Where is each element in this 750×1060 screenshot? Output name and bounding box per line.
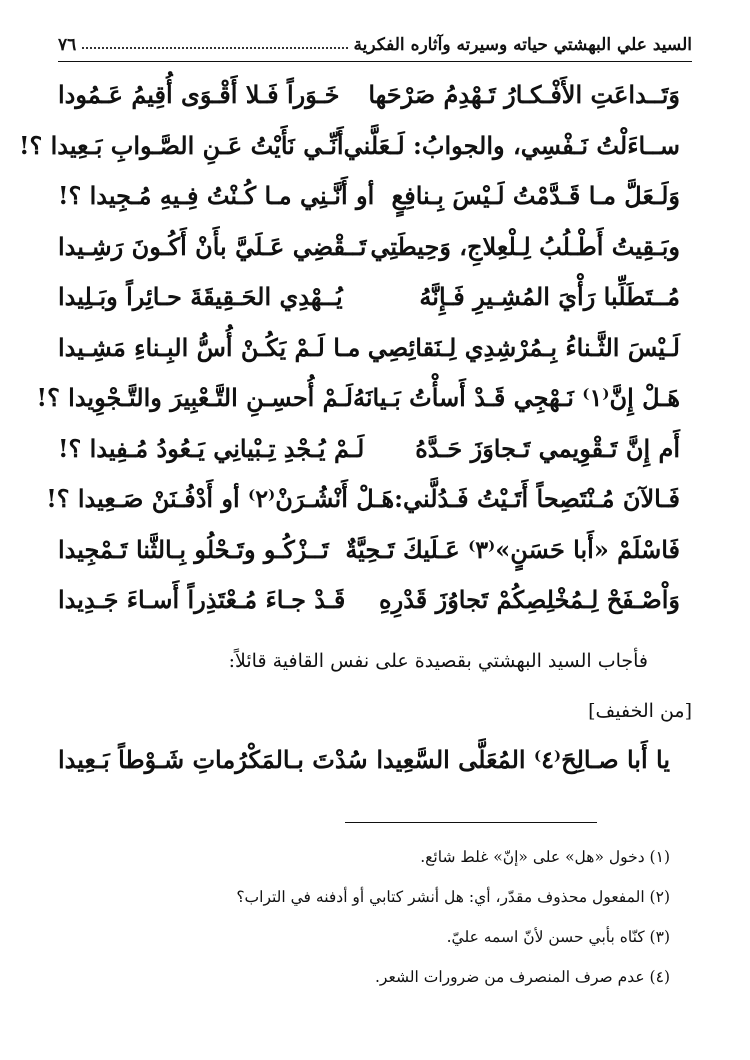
footnotes [58,845,670,1005]
footnote: (٤) عدم صرف المنصرف من ضرورات الشعر. [375,968,670,986]
running-head-title: السيد علي البهشتي حياته وسيرته وآثاره الفكرية [353,35,692,55]
verse [58,575,680,626]
verse [58,171,680,222]
verse [58,272,680,323]
verse [58,525,680,576]
footnote: (٢) المفعول محذوف مقدّر، أي: هل أنشر كتابي أو أدفنه في التراب؟ [236,888,670,906]
footnote: (٣) كنّاه بأبي حسن لأنّ اسمه عليّ. [446,928,670,946]
footnote-rule [345,822,597,823]
page-number: ٧٦ [58,35,77,55]
verse [36,373,680,424]
verse-second-hemistich: لَـمْ أُحسِـنِ التَّـعْبِيرَ والتَّـجْوِيدا ؟! [36,383,353,413]
verse [58,424,680,475]
meter-label: [من الخفيف] [588,700,692,722]
verse-first-hemistich: هَـلْ إِنَّ⁽١⁾ نَـهْجِي قَـدْ أَسأْتُ بَـيانَهُ [353,383,680,413]
running-head [58,28,692,58]
verse-first-hemistich: فَاسْلَمْ «أَبا حَسَنٍ»⁽٣⁾ عَـلَيكَ تَـحِيَّةٌ [345,534,680,564]
verse-first-hemistich: فَـالآنَ مُـنْتَصِحاً أَتَـيْتُ فَـدُلَّني: [394,484,680,514]
verse-first-hemistich: مُــتَطَلِّبا رَأْيَ المُشِـيرِ فَـإِنَّهُ [419,282,680,312]
verse-first-hemistich: وَلَـعَلَّ مـا قَـدَّمْتُ لَـيْسَ بِـنافِعٍ [391,181,680,211]
verse-second-hemistich: مـا لَـمْ يَكُـنْ أُسُّ البِـناءِ مَشِـيدا [58,332,361,362]
verse [19,121,680,172]
verse-second-hemistich: أو أَنَّـنِي مـا كُـنْتُ فِـيهِ مُـجِيدا ؟! [58,181,375,211]
verse [58,70,680,121]
verse-second-hemistich: خَـوَراً فَـلا أَقْـوَى أُقِيمُ عَـمُودا [58,80,340,110]
verse [58,323,680,374]
verse-first-hemistich: لَـيْسَ الثَّـناءُ بِـمُرْشِدِي لِـنَقائِصِي [367,332,680,362]
verse-second-hemistich: هَـلْ أَنْشُـرَنْ⁽٢⁾ أو أَدْفُـنَنْ صَـعِيدا ؟! [46,484,395,514]
header-rule [58,61,692,62]
verse-second-hemistich: أَنِّـي نَأَيْتُ عَـنِ الصَّـوابِ بَـعِيدا ؟! [19,130,344,160]
verse-first-hemistich: يا أَبا صـالِحَ⁽٤⁾ المُعَلَّى السَّعِيدا [376,745,670,774]
verse-second-hemistich: تَــقْضِي عَـلَيَّ بأَنْ أَكُـونَ رَشِـيدا [58,231,367,261]
intro-sentence: فأجاب السيد البهشتي بقصيدة على نفس القافية قائلاً: [228,650,648,672]
verse-first-hemistich: وَاْصْـفَحْ لِـمُخْلِصِكُمْ تَجاوُزَ قَدْرِهِ [379,585,680,615]
verse-second-hemistich: تَــزْكُـو وتَـحْلُو بِـالثَّنا تَـمْجِيدا [58,534,329,564]
verse-second-hemistich: قَـدْ جـاءَ مُـعْتَذِراً أَسـاءَ جَـدِيدا [58,585,346,615]
verse-first-hemistich: وَتَــداعَتِ الأَفْـكـارُ تَـهْدِمُ صَرْحَها [368,80,680,110]
leader-dots [82,47,347,49]
verse-first-hemistich: وبَـقِيتُ أَطْـلُبُ لِـلْعِلاجِ، وَحِيطَتِي [370,231,680,261]
verse-second-hemistich: يُــهْدِي الحَـقِيقَةَ حـائِراً وبَـلِيدا [58,282,343,312]
footnote: (١) دخول «هل» على «إنّ» غلط شائع. [420,848,670,866]
verse [46,474,680,525]
verse [58,222,680,273]
verse-second-hemistich: لَـمْ يُـجْدِ تِـبْيانِي يَـعُودُ مُـفِيدا ؟! [58,433,365,463]
reply-verse [58,745,670,774]
poem [19,70,680,626]
verse-first-hemistich: ســاءَلْتُ نَـفْسِي، والجوابُ: لَـعَلَّني [343,130,680,160]
verse-second-hemistich: سُدْتَ بـالمَكْرُماتِ شَـوْطاً بَـعِيدا [58,745,368,774]
verse-first-hemistich: أَم إِنَّ تَـقْوِيمي تَـجاوَزَ حَـدَّهُ [415,433,680,463]
